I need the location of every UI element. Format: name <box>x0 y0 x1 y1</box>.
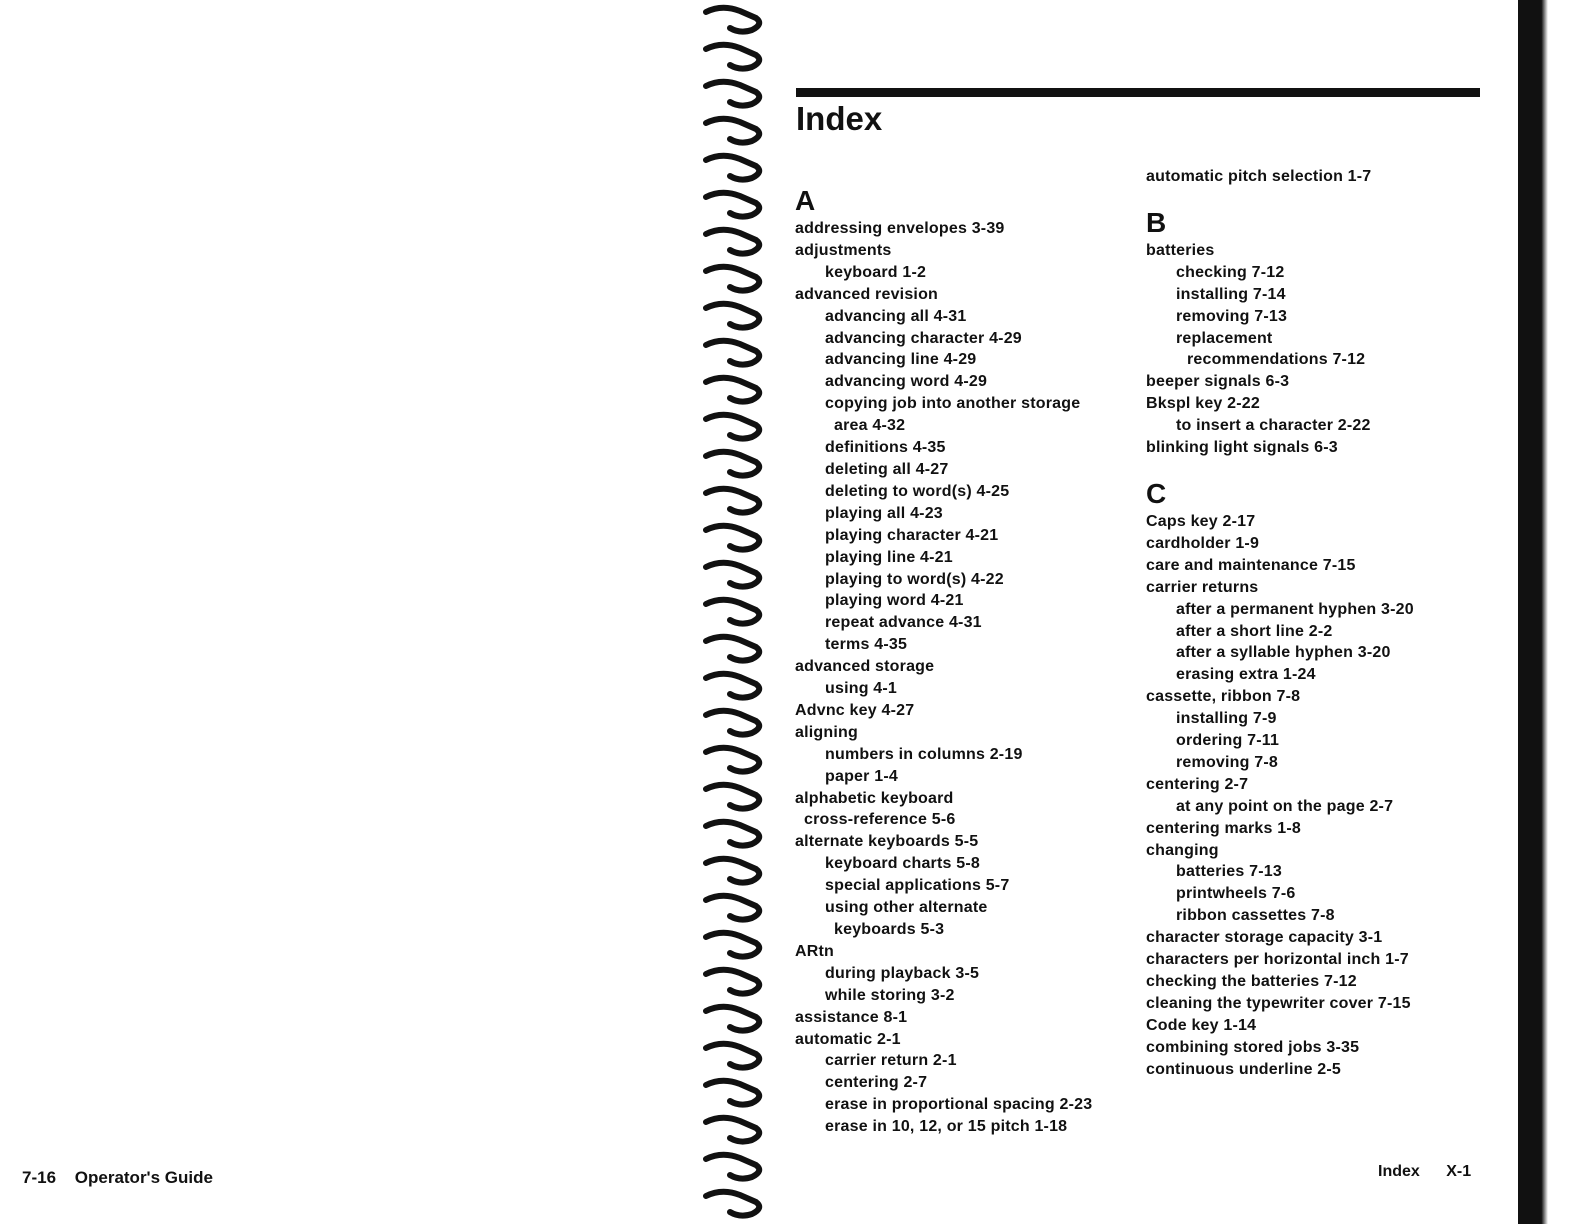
index-entry: aligning <box>795 723 858 741</box>
index-subentry: using 4-1 <box>825 680 898 698</box>
spiral-coil <box>706 859 759 883</box>
index-entry: addressing envelopes 3-39 <box>795 220 1005 237</box>
index-subentry: at any point on the page 2-7 <box>1176 797 1394 815</box>
index-entry: centering 2-7 <box>1146 775 1249 793</box>
spiral-coil <box>706 378 759 402</box>
index-subentry: after a short line 2-2 <box>1176 622 1333 640</box>
index-subentry: installing 7-9 <box>1176 710 1277 728</box>
spiral-coil <box>706 304 759 328</box>
index-entry: combining stored jobs 3-35 <box>1146 1038 1360 1056</box>
index-subentry: after a permanent hyphen 3-20 <box>1176 600 1414 618</box>
index-entry: assistance 8-1 <box>795 1008 908 1026</box>
index-subentry: paper 1-4 <box>825 767 898 785</box>
spiral-coil <box>706 563 759 587</box>
index-column-left <box>795 186 1125 1138</box>
spiral-coil <box>706 1044 759 1068</box>
index-entry: beeper signals 6-3 <box>1146 373 1290 391</box>
index-subentry: keyboard 1-2 <box>825 263 927 281</box>
left-footer-page-number: 7-16 <box>22 1168 57 1187</box>
spiral-coil <box>706 637 759 661</box>
index-subentry: playing all 4-23 <box>825 504 943 522</box>
page-title: Index <box>796 100 883 137</box>
index-subentry-continuation: keyboards 5-3 <box>834 921 945 938</box>
spiral-coil <box>706 970 759 994</box>
spiral-coil <box>706 230 759 254</box>
spiral-coil <box>706 526 759 550</box>
spiral-coil <box>706 82 759 106</box>
index-entry: automatic pitch selection 1-7 <box>1146 168 1372 185</box>
index-subentry: playing character 4-21 <box>825 526 999 544</box>
spiral-coil <box>706 785 759 809</box>
index-subentry: ordering 7-11 <box>1176 732 1280 750</box>
left-page-footer <box>22 1168 213 1188</box>
index-subentry: centering 2-7 <box>825 1074 928 1092</box>
index-entry: alphabetic keyboard <box>795 789 954 807</box>
spiral-coil <box>706 452 759 476</box>
index-entry: cleaning the typewriter cover 7-15 <box>1146 994 1411 1012</box>
spiral-coil <box>706 45 759 69</box>
index-subentry: ribbon cassettes 7-8 <box>1176 907 1335 925</box>
index-subentry: while storing 3-2 <box>825 986 955 1004</box>
spiral-coil <box>706 822 759 846</box>
index-entry: cardholder 1-9 <box>1146 534 1260 552</box>
index-subentry: advancing character 4-29 <box>825 329 1022 347</box>
page-edge-shadow <box>1518 0 1548 1224</box>
index-entry: cassette, ribbon 7-8 <box>1146 688 1301 706</box>
index-subentry: keyboard charts 5-8 <box>825 855 980 873</box>
index-subentry: printwheels 7-6 <box>1176 885 1296 903</box>
index-section-letter: B <box>1146 206 1167 238</box>
index-subentry: erase in 10, 12, or 15 pitch 1-18 <box>825 1118 1068 1136</box>
index-subentry: replacement <box>1176 329 1273 347</box>
spiral-coil <box>706 1192 759 1216</box>
spiral-coil <box>706 341 759 365</box>
spiral-coil <box>706 748 759 772</box>
index-subentry: during playback 3-5 <box>825 964 980 982</box>
index-subentry: advancing line 4-29 <box>825 351 977 369</box>
index-entry: advanced storage <box>795 658 935 676</box>
index-entry: continuous underline 2-5 <box>1146 1060 1342 1078</box>
spiral-coil <box>706 8 759 32</box>
right-page-footer <box>1378 1163 1471 1181</box>
right-footer-page-number: X-1 <box>1446 1163 1472 1180</box>
right-footer-section: Index <box>1378 1163 1420 1180</box>
index-subentry: checking 7-12 <box>1176 263 1285 281</box>
index-section-letter: A <box>795 185 816 216</box>
spiral-coil <box>706 489 759 513</box>
index-subentry: to insert a character 2-22 <box>1176 417 1371 435</box>
index-subentry: terms 4-35 <box>825 636 908 654</box>
spiral-coil <box>706 600 759 624</box>
index-entry: blinking light signals 6-3 <box>1146 439 1338 457</box>
index-subentry: definitions 4-35 <box>825 439 946 457</box>
index-subentry: removing 7-13 <box>1176 307 1288 325</box>
index-entry: batteries <box>1146 241 1215 259</box>
spiral-coil <box>706 711 759 735</box>
index-subentry: carrier return 2-1 <box>825 1052 957 1070</box>
spiral-coil <box>706 156 759 180</box>
index-subentry: playing to word(s) 4-22 <box>825 570 1004 588</box>
index-subentry: advancing word 4-29 <box>825 373 988 391</box>
index-entry: alternate keyboards 5-5 <box>795 833 979 851</box>
index-entry: Advnc key 4-27 <box>795 701 915 719</box>
index-entry: Code key 1-14 <box>1146 1016 1257 1034</box>
spiral-coil <box>706 1118 759 1142</box>
index-subentry: repeat advance 4-31 <box>825 614 982 632</box>
spiral-coil <box>706 119 759 143</box>
index-subentry: playing line 4-21 <box>825 548 953 566</box>
index-subentry: removing 7-8 <box>1176 753 1278 771</box>
index-entry: centering marks 1-8 <box>1146 819 1301 837</box>
index-entry-continuation: cross-reference 5-6 <box>804 811 956 829</box>
spiral-coil <box>706 1081 759 1105</box>
spiral-coil <box>706 674 759 698</box>
index-entry: Bkspl key 2-22 <box>1146 395 1260 413</box>
index-entry: checking the batteries 7-12 <box>1146 973 1357 990</box>
index-entry: advanced revision <box>795 285 939 303</box>
index-subentry: batteries 7-13 <box>1176 863 1282 881</box>
index-subentry: erasing extra 1-24 <box>1176 666 1316 684</box>
spiral-coil <box>706 933 759 957</box>
spiral-binding <box>700 0 770 1224</box>
index-entry: automatic 2-1 <box>795 1030 901 1048</box>
index-section-letter: C <box>1146 477 1167 509</box>
index-column-right <box>1146 166 1456 1081</box>
index-entry: character storage capacity 3-1 <box>1146 929 1383 947</box>
index-entry: carrier returns <box>1146 578 1259 596</box>
index-entry: adjustments <box>795 241 892 259</box>
index-subentry: after a syllable hyphen 3-20 <box>1176 644 1391 662</box>
index-subentry: advancing all 4-31 <box>825 307 967 325</box>
spiral-coil <box>706 1007 759 1031</box>
index-entry: care and maintenance 7-15 <box>1146 556 1356 574</box>
index-entry: changing <box>1146 841 1219 859</box>
spiral-coil <box>706 1155 759 1179</box>
index-subentry: deleting all 4-27 <box>825 460 949 478</box>
index-subentry: playing word 4-21 <box>825 592 964 610</box>
spiral-coil <box>706 896 759 920</box>
index-entry: characters per horizontal inch 1-7 <box>1146 951 1409 969</box>
spiral-coil <box>706 193 759 217</box>
index-subentry: using other alternate <box>825 899 988 917</box>
index-subentry: installing 7-14 <box>1176 285 1286 303</box>
index-subentry: numbers in columns 2-19 <box>825 745 1023 763</box>
index-subentry: copying job into another storage <box>825 395 1081 413</box>
index-subentry: erase in proportional spacing 2-23 <box>825 1096 1093 1114</box>
index-entry: ARtn <box>795 942 835 960</box>
spiral-coil <box>706 267 759 291</box>
index-subentry-continuation: recommendations 7-12 <box>1187 351 1366 369</box>
title-rule <box>796 88 1480 97</box>
index-subentry: special applications 5-7 <box>825 877 1010 895</box>
index-subentry-continuation: area 4-32 <box>834 417 906 435</box>
index-entry: Caps key 2-17 <box>1146 512 1256 530</box>
spiral-coil <box>706 415 759 439</box>
index-subentry: deleting to word(s) 4-25 <box>825 482 1010 500</box>
left-footer-title: Operator's Guide <box>74 1168 213 1187</box>
